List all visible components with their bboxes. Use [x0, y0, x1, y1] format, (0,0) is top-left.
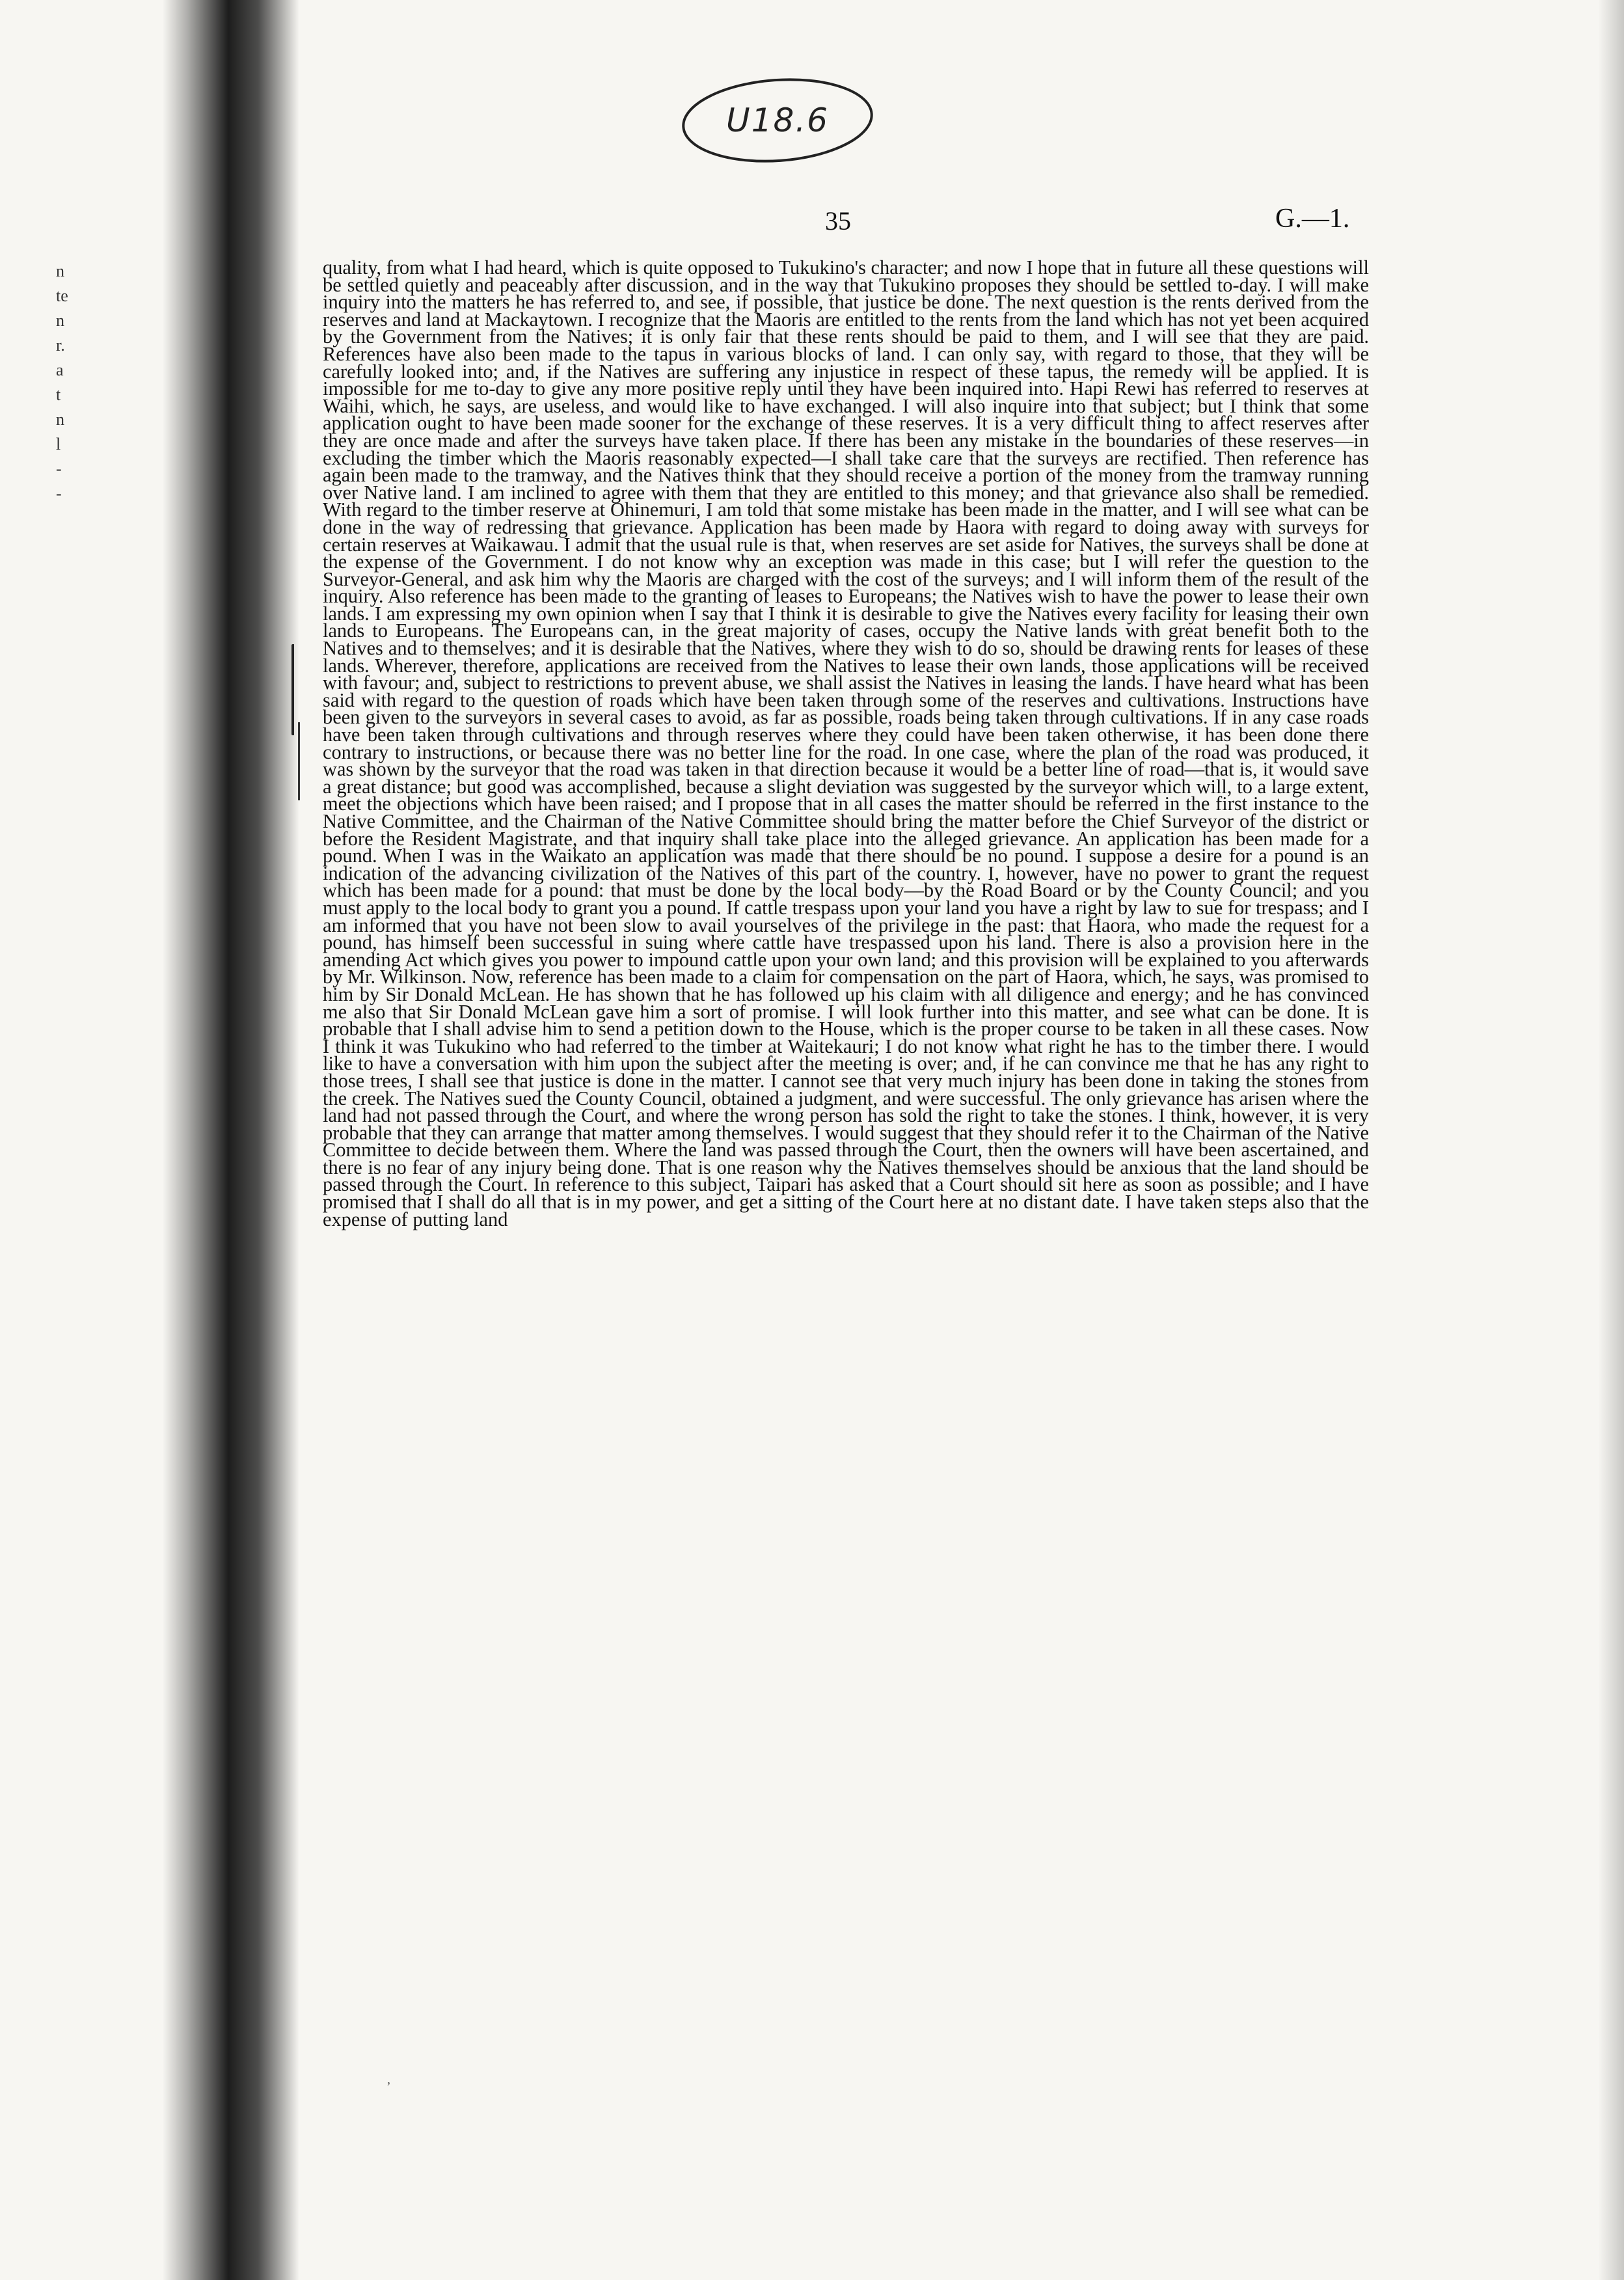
archive-stamp: [677, 72, 878, 169]
margin-fragment: -: [56, 484, 62, 503]
page-edge-shadow: [1598, 0, 1624, 2280]
margin-fragments: [56, 259, 82, 506]
body-paragraph: quality, from what I had heard, which is quite opposed to Tukukino's character; and now I hope that in future all these questions will be settled quietly and peaceably after discussion, and in the way that Tukukino proposes they should be settled to-day. I will make inquiry into the matters he has referred to, and see, if possible, that justice be done. The next question is the rents derived from the reserves and land at Mackaytown. I recognize that the Maoris are entitled to the rents from the land which has not yet been acquired by the Government from the Natives; it is only fair that these rents should be paid to them, and I will see that they are paid. References have also been made to the tapus in various blocks of land. I can only say, with regard to those, that they will be carefully looked into; and, if the Natives are suffering any injustice in respect of these tapus, the remedy will be applied. It is impossible for me to-day to give any more positive reply until they have been inquired into. Hapi Rewi has referred to reserves at Waihi, which, he says, are useless, and would like to have exchanged. I will also inquire into that subject; but I think that some application ought to have been made sooner for the exchange of these reserves. It is a very difficult thing to affect reserves after they are once made and after the surveys have taken place. If there has been any mistake in the boundaries of these reserves—in excluding the timber which the Maoris reasonably expected—I shall take care that the surveys are rectified. Then reference has again been made to the tramway, and the Natives think that they should receive a portion of the money from the tramway running over Native land. I am inclined to agree with them that they are entitled to this money; and that grievance also shall be remedied. With regard to the timber reserve at Ohinemuri, I am told that some mistake has been made in the matter, and I will see what can be done in the way of redressing that grievance. Application has been made by Haora with regard to doing away with surveys for certain reserves at Waikawau. I admit that the usual rule is that, when reserves are set aside for Natives, the surveys shall be done at the expense of the Government. I do not know why an exception was made in this case; but I will refer the question to the Surveyor-General, and ask him why the Maoris are charged with the cost of the surveys; and I will inform them of the result of the inquiry. Also reference has been made to the granting of leases to Europeans; the Natives wish to have the power to lease their own lands. I am expressing my own opinion when I say that I think it is desirable to give the Natives every facility for leasing their own lands to Europeans. The Europeans can, in the great majority of cases, occupy the Native lands with great benefit both to the Natives and to themselves; and it is desirable that the Natives, where they wish to do so, should be drawing rents for leases of these lands. Wherever, therefore, applications are received from the Natives to lease their own lands, those applications will be received with favour; and, subject to restrictions to prevent abuse, we shall assist the Natives in leasing the lands. I have heard what has been said with regard to the question of roads which have been taken through some of the reserves and cultivations. Instructions have been given to the surveyors in several cases to avoid, as far as possible, roads being taken through cultivations. If in any case roads have been taken through cultivations and through reserves where they could have been taken otherwise, it has been done there contrary to instructions, or because there was no better line for the road. In one case, where the plan of the road was produced, it was shown by the surveyor that the road was taken in that direction because it would be a better line of road—that is, it would save a great distance; but good was accomplished, because a slight deviation was suggested by the surveyor which will, to a large extent, meet the objections which have been raised; and I propose that in all cases the matter should be referred in the first instance to the Native Committee, and the Chairman of the Native Committee should bring the matter before the Chief Surveyor of the district or before the Resident Magistrate, and that inquiry shall take place into the alleged grievance. An application has been made for a pound. When I was in the Waikato an application was made that there should be no pound. I suppose a desire for a pound is an indication of the advancing civilization of the Natives of this part of the country. I, however, have no power to grant the request which has been made for a pound: that must be done by the local body—by the Road Board or by the County Council; and you must apply to the local body to grant you a pound. If cattle trespass upon your land you have a right by law to sue for trespass; and I am informed that you have not been slow to avail yourselves of the privilege in the past: that Haora, who made the request for a pound, has himself been successful in suing where cattle have trespassed upon his land. There is also a provision here in the amending Act which gives you power to impound cattle upon your own land; and this provision will be explained to you afterwards by Mr. Wilkinson. Now, reference has been made to a claim for compensation on the part of Haora, which, he says, was promised to him by Sir Donald McLean. He has shown that he has followed up his claim with all diligence and energy; and he has convinced me also that Sir Donald McLean gave him a sort of promise. I will look further into this matter, and see what can be done. It is probable that I shall advise him to send a petition down to the House, which is the proper course to be taken in all these cases. Now I think it was Tukukino who had referred to the timber at Waitekauri; I do not know what right he has to the timber there. I would like to have a conversation with him upon the subject after the meeting is over; and, if he can convince me that he has any right to those trees, I shall see that justice is done in the matter. I cannot see that very much injury has been done in taking the stones from the creek. The Natives sued the County Council, obtained a judgment, and were successful. The only grievance has arisen where the land had not passed through the Court, and where the wrong person has sold the right to take the stones. I think, however, it is very probable that they can arrange that matter among themselves. I would suggest that they should refer it to the Chairman of the Native Committee to decide between them. Where the land was passed through the Court, then the owners will have been ascertained, and there is no fear of any injury being done. That is one reason why the Natives themselves should be anxious that the land should be passed through the Court. In reference to this subject, Taipari has asked that a Court should sit here as soon as possible; and I have promised that I shall do all that is in my power, and get a sitting of the Court here at no distant date. I have taken steps also that the expense of putting land: [323, 256, 1369, 1230]
margin-fragment: te: [56, 286, 68, 305]
margin-fragment: n: [56, 262, 64, 280]
margin-fragment: n: [56, 410, 64, 429]
margin-fragment: -: [56, 459, 62, 478]
margin-fragment: a: [56, 360, 64, 379]
marginal-bracket-mark: [291, 644, 307, 735]
stray-mark: ’: [386, 2080, 391, 2094]
binding-shadow: [163, 0, 299, 2280]
margin-fragment: n: [56, 311, 64, 330]
margin-fragment: r.: [56, 336, 65, 355]
margin-fragment: t: [56, 385, 61, 404]
paper-reference: G.—1.: [1275, 204, 1350, 234]
stamp-text: U18.6: [726, 102, 829, 139]
margin-fragment: l: [56, 435, 61, 454]
marginal-line-mark: [298, 722, 309, 800]
page-number: 35: [825, 206, 851, 236]
